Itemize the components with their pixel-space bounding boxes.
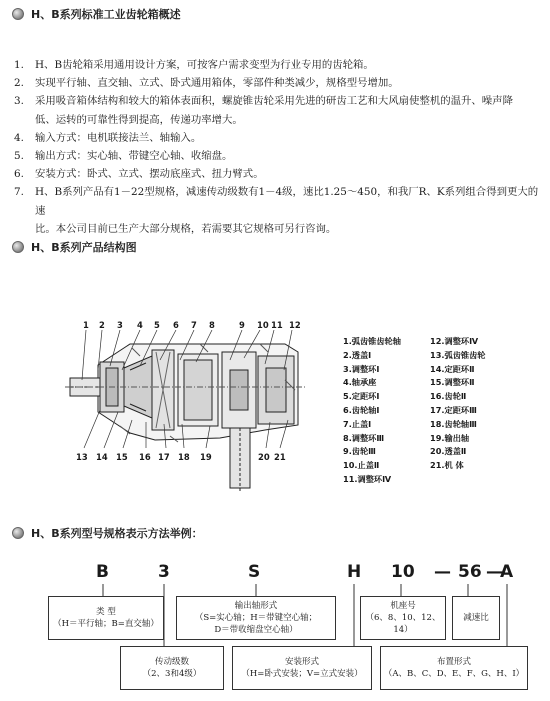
part-number-label: 13	[76, 452, 88, 462]
section-title: H、B系列产品结构图	[31, 241, 137, 254]
part-number-label: 19	[200, 452, 212, 462]
list-item-number	[14, 111, 35, 129]
part-number-label: 3	[117, 320, 123, 330]
list-item-number: 5.	[14, 150, 24, 163]
legend-item: 19.输出轴	[430, 432, 470, 443]
legend-item: 4.轴承座	[343, 377, 377, 388]
legend-item: 11.调整环Ⅳ	[343, 474, 392, 484]
list-item-text: H、B系列产品有1－22型规格，减速传动级数有1－4级，速比1.25～450，和我厂R、K系列组合得到更大的速	[35, 186, 539, 217]
gearbox-structure-diagram	[60, 330, 330, 500]
legend-item: 12.调整环Ⅳ	[430, 336, 479, 346]
legend-item: 13.弧齿锥齿轮	[430, 349, 486, 360]
layout-desc: （A、B、C、D、E、F、G、H、I）	[383, 669, 525, 679]
frame-desc: （6、8、10、12、14）	[365, 613, 441, 635]
part-number-label: 10	[257, 320, 269, 330]
legend-item: 10.止盖Ⅱ	[343, 460, 380, 471]
section-title: H、B系列标准工业齿轮箱概述	[31, 8, 181, 21]
list-item	[14, 183, 542, 219]
parts-legend	[343, 336, 543, 496]
list-item-text: H、B齿轮箱采用通用设计方案，可按客户需求变型为行业专用的齿轮箱。	[35, 59, 374, 71]
list-item-number: 4.	[14, 131, 24, 144]
legend-item: 5.定距环Ⅰ	[343, 391, 380, 402]
legend-item: 3.调整环Ⅰ	[343, 363, 380, 374]
mount-desc: （H=卧式安装；V=立式安装）	[241, 669, 363, 679]
stages-title: 传动级数	[154, 657, 189, 667]
ratio-box	[452, 596, 500, 640]
stages-box	[120, 646, 224, 690]
bullet-icon	[12, 527, 24, 539]
part-number-label: 5	[154, 320, 160, 330]
list-item-text: 采用吸音箱体结构和较大的箱体表面积，螺旋锥齿轮采用先进的研齿工艺和大风扇使整机的温升、噪声降	[35, 95, 513, 108]
model-code-char: H	[347, 562, 362, 582]
list-item	[14, 147, 542, 165]
legend-item: 6.齿轮轴Ⅰ	[343, 405, 380, 415]
type-title: 类 型	[96, 607, 116, 617]
legend-item: 9.齿轮Ⅲ	[343, 446, 376, 457]
legend-item: 7.止盖Ⅰ	[343, 418, 372, 429]
output-desc-2: D＝带收缩盘空心轴）	[214, 625, 298, 635]
part-number-label: 16	[139, 452, 151, 462]
part-number-label: 20	[258, 452, 270, 462]
section-title: H、B系列型号规格表示方法举例：	[31, 527, 203, 540]
mount-box	[232, 646, 372, 690]
layout-box	[380, 646, 528, 690]
model-code-char: S	[248, 562, 261, 582]
list-item-number	[14, 220, 35, 238]
layout-title: 布置形式	[436, 657, 471, 667]
legend-item: 20.透盖Ⅱ	[430, 446, 467, 457]
section-model-header	[12, 525, 203, 541]
bullet-icon	[12, 241, 24, 253]
section-overview-header	[12, 6, 181, 22]
list-item	[14, 220, 542, 238]
list-item-number: 3.	[14, 95, 24, 108]
model-code-char: 10	[391, 562, 415, 582]
part-number-label: 12	[289, 320, 301, 330]
stages-desc: （2、3和4级）	[142, 669, 202, 679]
part-number-label: 8	[209, 320, 215, 330]
legend-item: 1.弧齿锥齿轮轴	[343, 336, 401, 346]
bullet-icon	[12, 8, 24, 20]
model-code-char: 56	[458, 562, 482, 582]
part-number-label: 21	[274, 452, 286, 462]
list-item	[14, 111, 542, 129]
part-number-label: 9	[239, 320, 245, 330]
ratio-title: 减速比	[463, 613, 489, 623]
part-number-label: 7	[191, 320, 197, 330]
model-code-char: —	[434, 562, 451, 582]
part-number-label: 17	[158, 452, 170, 462]
list-item	[14, 129, 542, 147]
section-structure-header	[12, 239, 137, 255]
list-item	[14, 92, 542, 110]
part-number-label: 4	[137, 320, 143, 330]
list-item-text: 实现平行轴、直交轴、立式、卧式通用箱体，零部件种类减少，规格型号增加。	[35, 77, 399, 90]
frame-size-box	[360, 596, 446, 640]
list-item	[14, 165, 542, 183]
legend-item: 8.调整环Ⅲ	[343, 432, 385, 443]
legend-item: 16.齿轮Ⅱ	[430, 391, 467, 402]
type-desc: （H＝平行轴；B=直交轴）	[53, 619, 159, 629]
frame-title: 机座号	[390, 601, 416, 611]
legend-item: 21.机 体	[430, 460, 464, 471]
part-number-label: 1	[83, 320, 89, 330]
legend-item: 15.调整环Ⅱ	[430, 377, 475, 388]
list-item-text: 输入方式：电机联接法兰、轴输入。	[35, 131, 202, 144]
part-number-label: 2	[99, 320, 105, 330]
list-item	[14, 74, 542, 92]
output-title: 输出轴形式	[234, 601, 278, 611]
list-item-number: 2.	[14, 77, 24, 90]
model-code-char: —	[486, 562, 503, 582]
part-number-label: 18	[178, 452, 190, 462]
model-code-char: 3	[158, 562, 170, 582]
output-desc-1: （S=实心轴；H＝带键空心轴；	[194, 613, 318, 623]
model-code-char: B	[96, 562, 109, 582]
list-item-text: 比。本公司目前已生产大部分规格，若需要其它规格可另行咨询。	[35, 222, 337, 235]
list-item-number: 6.	[14, 168, 24, 181]
list-item	[14, 56, 542, 74]
list-item-number: 1.	[14, 59, 24, 71]
part-number-label: 11	[271, 320, 283, 330]
list-item-text: 安装方式：卧式、立式、摆动底座式、扭力臂式。	[35, 168, 264, 181]
type-box	[48, 596, 164, 640]
part-number-label: 6	[173, 320, 179, 330]
part-number-label: 15	[116, 452, 128, 462]
legend-item: 17.定距环Ⅲ	[430, 405, 477, 415]
model-code-char: A	[500, 562, 514, 582]
mount-title: 安装形式	[284, 657, 319, 667]
list-item-text: 输出方式：实心轴、带键空心轴、收缩盘。	[35, 150, 233, 163]
part-number-label: 14	[96, 452, 108, 462]
legend-item: 2.透盖Ⅰ	[343, 349, 372, 360]
output-shaft-box	[176, 596, 336, 640]
list-item-text: 低、运转的可靠性得到提高，传递功率增大。	[35, 113, 243, 126]
list-item-number: 7.	[14, 186, 24, 199]
legend-item: 18.齿轮轴Ⅲ	[430, 418, 477, 429]
overview-list	[14, 56, 542, 238]
legend-item: 14.定距环Ⅱ	[430, 363, 475, 374]
